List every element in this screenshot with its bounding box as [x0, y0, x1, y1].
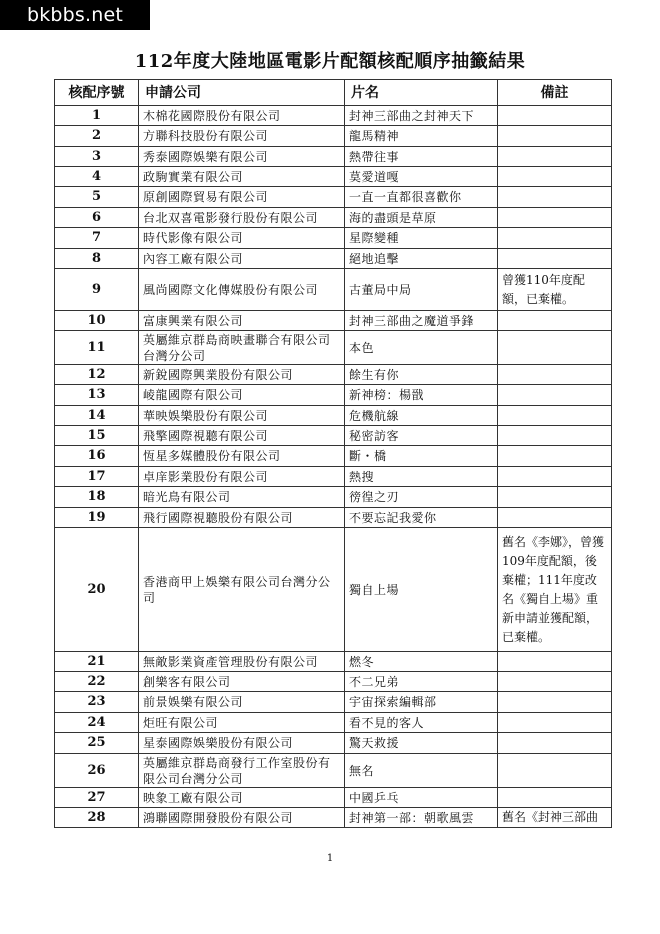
header-sequence-no: 核配序號 — [55, 80, 139, 106]
cell-company: 恆星多媒體股份有限公司 — [139, 446, 345, 467]
cell-company: 暗光鳥有限公司 — [139, 487, 345, 508]
cell-company: 卓庠影業股份有限公司 — [139, 467, 345, 487]
table-row — [55, 467, 612, 487]
cell-company: 華映娛樂股份有限公司 — [139, 406, 345, 426]
cell-remarks — [498, 228, 612, 249]
watermark: bkbbs.net — [0, 0, 150, 30]
cell-company: 映象工廠有限公司 — [139, 788, 345, 808]
cell-remarks — [498, 365, 612, 385]
cell-sequence-no: 15 — [55, 426, 139, 446]
cell-film-title: 徬徨之刃 — [345, 487, 498, 508]
cell-remarks — [498, 788, 612, 808]
cell-sequence-no: 28 — [55, 808, 139, 828]
cell-film-title: 星際變種 — [345, 228, 498, 249]
cell-film-title: 莫愛道嘎 — [345, 167, 498, 187]
table-row — [55, 228, 612, 249]
cell-remarks — [498, 754, 612, 788]
cell-film-title: 古董局中局 — [345, 269, 498, 311]
cell-remarks — [498, 733, 612, 754]
table-row — [55, 167, 612, 187]
table-row — [55, 672, 612, 692]
cell-film-title: 封神三部曲之魔道爭鋒 — [345, 311, 498, 331]
cell-sequence-no: 24 — [55, 713, 139, 733]
cell-sequence-no: 7 — [55, 228, 139, 249]
cell-company: 富康興業有限公司 — [139, 311, 345, 331]
header-remarks: 備註 — [498, 80, 612, 106]
cell-film-title: 封神第一部：朝歌風雲 — [345, 808, 498, 828]
cell-remarks — [498, 331, 612, 365]
cell-company: 原創國際貿易有限公司 — [139, 187, 345, 208]
cell-company: 木棉花國際股份有限公司 — [139, 106, 345, 126]
table-row — [55, 528, 612, 652]
cell-remarks: 舊名《李娜》，曾獲109年度配額，後棄權；111年度改名《獨自上場》重新申請並獲配額，已棄權。 — [498, 528, 612, 652]
cell-company: 英屬維京群島商發行工作室股份有限公司台灣分公司 — [139, 754, 345, 788]
cell-company: 前景娛樂有限公司 — [139, 692, 345, 713]
table-row — [55, 187, 612, 208]
table-row — [55, 249, 612, 269]
cell-company: 創樂客有限公司 — [139, 672, 345, 692]
cell-remarks — [498, 467, 612, 487]
table-row — [55, 487, 612, 508]
cell-remarks — [498, 446, 612, 467]
table-row — [55, 365, 612, 385]
cell-company: 秀泰國際娛樂有限公司 — [139, 147, 345, 167]
cell-sequence-no: 23 — [55, 692, 139, 713]
table-row — [55, 788, 612, 808]
cell-company: 香港商甲上娛樂有限公司台灣分公司 — [139, 528, 345, 652]
cell-film-title: 餘生有你 — [345, 365, 498, 385]
table-row — [55, 126, 612, 147]
cell-film-title: 海的盡頭是草原 — [345, 208, 498, 228]
cell-film-title: 秘密訪客 — [345, 426, 498, 446]
cell-film-title: 熱搜 — [345, 467, 498, 487]
cell-remarks — [498, 508, 612, 528]
cell-sequence-no: 4 — [55, 167, 139, 187]
cell-remarks — [498, 311, 612, 331]
cell-remarks — [498, 147, 612, 167]
cell-sequence-no: 26 — [55, 754, 139, 788]
cell-remarks — [498, 672, 612, 692]
header-film-title: 片名 — [345, 80, 498, 106]
cell-film-title: 絕地追擊 — [345, 249, 498, 269]
cell-sequence-no: 22 — [55, 672, 139, 692]
table-row — [55, 508, 612, 528]
cell-sequence-no: 16 — [55, 446, 139, 467]
cell-remarks — [498, 187, 612, 208]
cell-sequence-no: 1 — [55, 106, 139, 126]
table-row — [55, 269, 612, 311]
cell-sequence-no: 20 — [55, 528, 139, 652]
cell-sequence-no: 27 — [55, 788, 139, 808]
cell-sequence-no: 8 — [55, 249, 139, 269]
cell-company: 新銳國際興業股份有限公司 — [139, 365, 345, 385]
cell-company: 英屬維京群島商映畫聯合有限公司台灣分公司 — [139, 331, 345, 365]
cell-company: 政駒實業有限公司 — [139, 167, 345, 187]
table-row — [55, 426, 612, 446]
cell-remarks — [498, 692, 612, 713]
cell-sequence-no: 14 — [55, 406, 139, 426]
cell-film-title: 危機航線 — [345, 406, 498, 426]
cell-film-title: 不要忘記我愛你 — [345, 508, 498, 528]
cell-company: 飛行國際視聽股份有限公司 — [139, 508, 345, 528]
cell-company: 方聯科技股份有限公司 — [139, 126, 345, 147]
cell-film-title: 宇宙探索編輯部 — [345, 692, 498, 713]
cell-remarks — [498, 652, 612, 672]
cell-company: 星泰國際娛樂股份有限公司 — [139, 733, 345, 754]
cell-sequence-no: 2 — [55, 126, 139, 147]
cell-company: 炬旺有限公司 — [139, 713, 345, 733]
cell-sequence-no: 18 — [55, 487, 139, 508]
lottery-results-table — [54, 79, 612, 828]
cell-sequence-no: 6 — [55, 208, 139, 228]
cell-remarks — [498, 426, 612, 446]
cell-film-title: 驚天救援 — [345, 733, 498, 754]
table-row — [55, 406, 612, 426]
cell-film-title: 無名 — [345, 754, 498, 788]
page-number: 1 — [326, 853, 334, 864]
cell-company: 台北双喜電影發行股份有限公司 — [139, 208, 345, 228]
cell-film-title: 看不見的客人 — [345, 713, 498, 733]
cell-company: 崚龍國際有限公司 — [139, 385, 345, 406]
cell-sequence-no: 25 — [55, 733, 139, 754]
cell-company: 無敵影業資產管理股份有限公司 — [139, 652, 345, 672]
cell-film-title: 斷・橋 — [345, 446, 498, 467]
cell-remarks — [498, 167, 612, 187]
cell-sequence-no: 13 — [55, 385, 139, 406]
table-row — [55, 385, 612, 406]
cell-remarks — [498, 208, 612, 228]
cell-company: 時代影像有限公司 — [139, 228, 345, 249]
cell-film-title: 不二兄弟 — [345, 672, 498, 692]
cell-film-title: 新神榜：楊戩 — [345, 385, 498, 406]
cell-remarks: 舊名《封神三部曲 — [498, 808, 612, 828]
table-row — [55, 446, 612, 467]
cell-sequence-no: 9 — [55, 269, 139, 311]
cell-company: 內容工廠有限公司 — [139, 249, 345, 269]
cell-remarks — [498, 249, 612, 269]
cell-film-title: 一直一直都很喜歡你 — [345, 187, 498, 208]
cell-film-title: 中國乒乓 — [345, 788, 498, 808]
table-row — [55, 311, 612, 331]
table-row — [55, 808, 612, 828]
page-title: 112年度大陸地區電影片配額核配順序抽籤結果 — [134, 51, 526, 72]
cell-remarks — [498, 385, 612, 406]
table-row — [55, 692, 612, 713]
table-row — [55, 106, 612, 126]
cell-remarks: 曾獲110年度配額，已棄權。 — [498, 269, 612, 311]
cell-film-title: 封神三部曲之封神天下 — [345, 106, 498, 126]
cell-sequence-no: 11 — [55, 331, 139, 365]
cell-remarks — [498, 406, 612, 426]
table-row — [55, 147, 612, 167]
cell-sequence-no: 21 — [55, 652, 139, 672]
cell-sequence-no: 10 — [55, 311, 139, 331]
cell-film-title: 龍馬精神 — [345, 126, 498, 147]
table-row — [55, 652, 612, 672]
cell-film-title: 本色 — [345, 331, 498, 365]
cell-company: 鴻聯國際開發股份有限公司 — [139, 808, 345, 828]
table-header-row — [55, 80, 612, 106]
cell-company: 飛擎國際視聽有限公司 — [139, 426, 345, 446]
cell-film-title: 獨自上場 — [345, 528, 498, 652]
cell-remarks — [498, 126, 612, 147]
table-row — [55, 208, 612, 228]
cell-remarks — [498, 713, 612, 733]
cell-film-title: 燃冬 — [345, 652, 498, 672]
header-company: 申請公司 — [139, 80, 345, 106]
cell-company: 風尚國際文化傳媒股份有限公司 — [139, 269, 345, 311]
cell-remarks — [498, 106, 612, 126]
table-row — [55, 331, 612, 365]
table-row — [55, 733, 612, 754]
cell-sequence-no: 19 — [55, 508, 139, 528]
table-row — [55, 754, 612, 788]
cell-film-title: 熱帶往事 — [345, 147, 498, 167]
cell-sequence-no: 12 — [55, 365, 139, 385]
cell-remarks — [498, 487, 612, 508]
table-row — [55, 713, 612, 733]
cell-sequence-no: 17 — [55, 467, 139, 487]
cell-sequence-no: 5 — [55, 187, 139, 208]
cell-sequence-no: 3 — [55, 147, 139, 167]
